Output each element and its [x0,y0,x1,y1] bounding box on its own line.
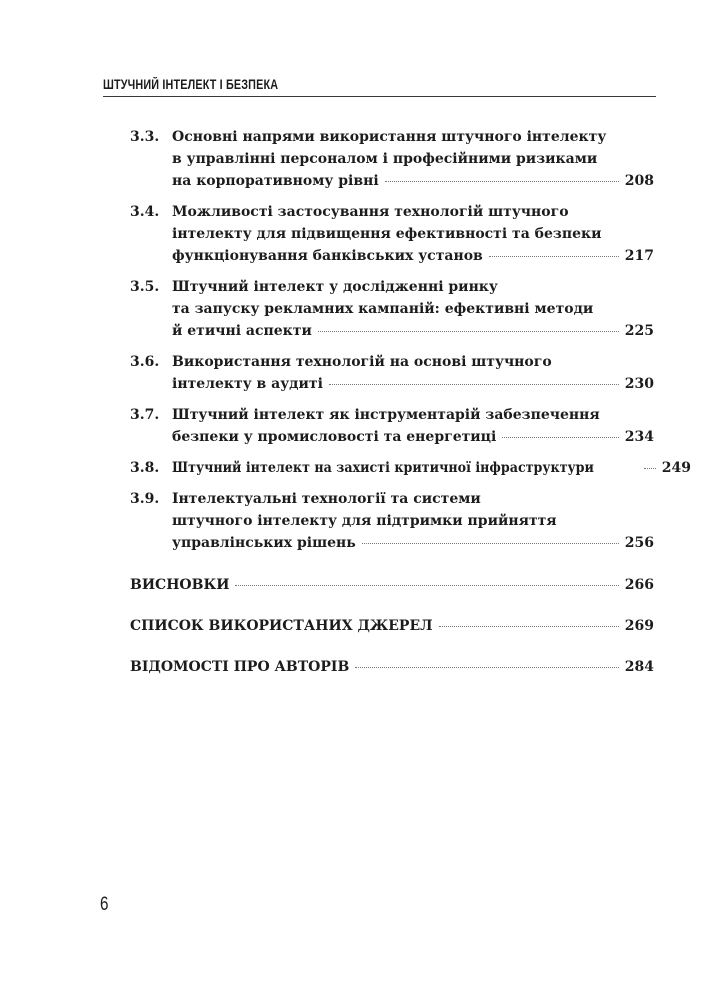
toc-entry-number: 3.6. [130,354,160,370]
toc-entry-title-line: та запуску рекламних кампаній: ефективні методи [172,301,594,317]
toc-page-number: 208 [624,173,654,189]
toc-page-number: 217 [624,248,654,264]
dot-leader [385,181,619,182]
dot-leader [235,585,618,586]
toc-entry-3-8[interactable] [130,457,691,479]
toc-section-title: ВІДОМОСТІ ПРО АВТОРІВ [130,659,350,675]
table-of-contents [130,126,691,678]
toc-entry-number: 3.7. [130,407,160,423]
toc-entry-title-line: Можливості застосування технологій штучного [172,204,569,220]
toc-entry-title-line: в управлінні персоналом і професійними ризиками [172,151,598,167]
toc-entry-title-line: Штучний інтелект на захисті критичної інфраструктури [172,460,594,476]
toc-entry-title-line: безпеки у промисловості та енергетиці [172,429,497,445]
dot-leader [489,256,619,257]
toc-entry-title-line: Інтелектуальні технології та системи [172,491,481,507]
toc-entry-number: 3.5. [130,279,160,295]
toc-entry-3-6[interactable] [130,351,654,395]
dot-leader [439,626,619,627]
toc-entry-number: 3.4. [130,204,160,220]
toc-section-title: ВИСНОВКИ [130,577,230,593]
dot-leader [644,468,656,469]
toc-section-conclusions[interactable] [130,574,654,596]
toc-entry-title-line: інтелекту в аудиті [172,376,323,392]
dot-leader [318,331,619,332]
dot-leader [329,384,619,385]
toc-entry-title-line: на корпоративному рівні [172,173,379,189]
toc-entry-title-line: управлінських рішень [172,535,356,551]
dot-leader [362,543,619,544]
toc-entry-number: 3.8. [130,460,160,476]
toc-page-number: 230 [624,376,654,392]
toc-entry-title-line: функціонування банківських установ [172,248,483,264]
toc-page-number: 249 [661,460,691,476]
header-rule [103,96,656,97]
toc-page-number: 256 [624,535,654,551]
toc-entry-number: 3.9. [130,491,160,507]
toc-entry-3-7[interactable] [130,404,654,448]
toc-entry-title-line: Основні напрями використання штучного інтелекту [172,129,607,145]
toc-entry-title-line: й етичні аспекти [172,323,312,339]
running-header: ШТУЧНИЙ ІНТЕЛЕКТ І БЕЗПЕКА [103,77,279,92]
toc-entry-3-3[interactable] [130,126,654,192]
toc-entry-3-5[interactable] [130,276,654,342]
toc-section-authors[interactable] [130,656,654,678]
toc-entry-number: 3.3. [130,129,160,145]
toc-entry-3-9[interactable] [130,488,654,554]
toc-section-title: СПИСОК ВИКОРИСТАНИХ ДЖЕРЕЛ [130,618,433,634]
toc-entry-title-line: Штучний інтелект у дослідженні ринку [172,279,498,295]
toc-entry-title-line: інтелекту для підвищення ефективності та безпеки [172,226,602,242]
dot-leader [355,667,618,668]
toc-page-number: 266 [624,577,654,593]
toc-entry-title-line: штучного інтелекту для підтримки прийняття [172,513,557,529]
toc-page-number: 234 [624,429,654,445]
toc-entry-title-line: Використання технологій на основі штучного [172,354,552,370]
toc-entry-3-4[interactable] [130,201,654,267]
toc-page-number: 269 [624,618,654,634]
page-number: 6 [100,894,109,915]
dot-leader [502,437,618,438]
toc-section-references[interactable] [130,615,654,637]
toc-entry-title-line: Штучний інтелект як інструментарій забезпечення [172,407,600,423]
toc-page-number: 284 [624,659,654,675]
toc-page-number: 225 [624,323,654,339]
